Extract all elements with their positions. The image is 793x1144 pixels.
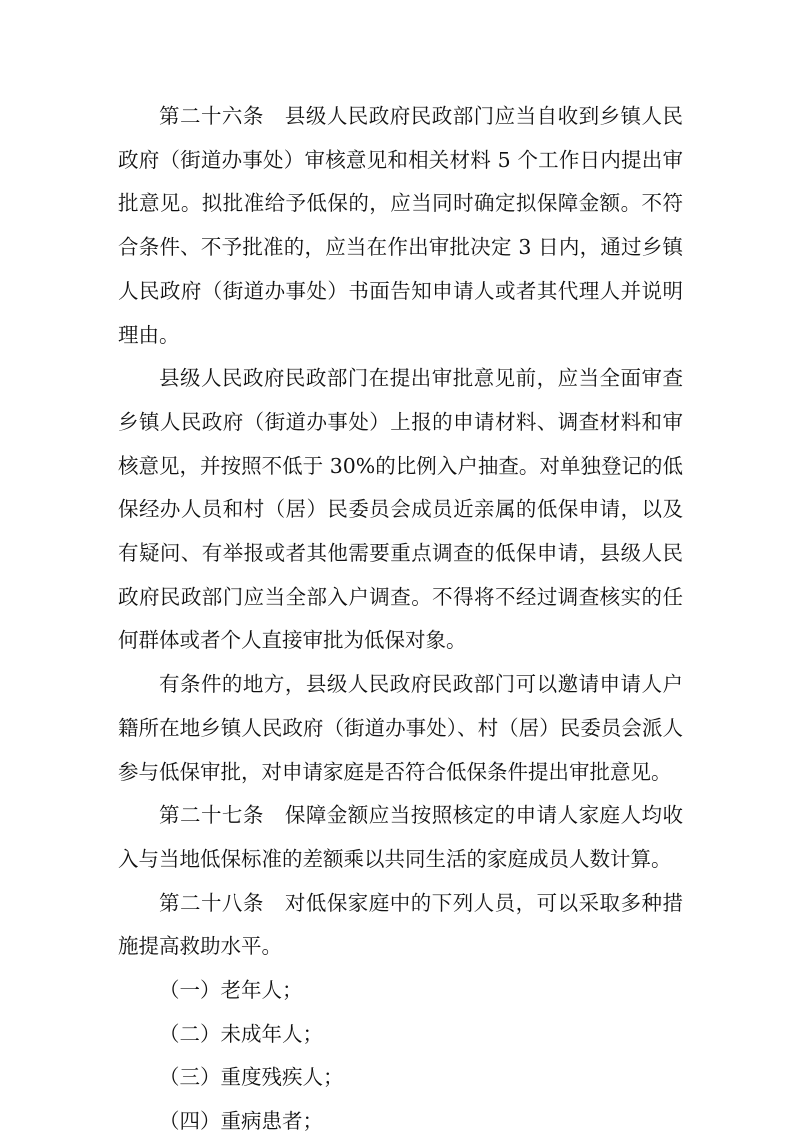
article-26-paragraph: 第二十六条 县级人民政府民政部门应当自收到乡镇人民政府（街道办事处）审核意见和相关材料 5 个工作日内提出审批意见。拟批准给予低保的，应当同时确定拟保障金额。不符合条件、不予批准的，应当在作出审批决定 3 日内，通过乡镇人民政府（街道办事处）书面告知申请人或者其代理人并说明理由。 xyxy=(118,104,683,347)
list-item-seriously-ill: （四）重病患者； xyxy=(159,1109,323,1134)
document-page xyxy=(118,95,683,1144)
article-27-paragraph: 第二十七条 保障金额应当按照核定的申请人家庭人均收入与当地低保标准的差额乘以共同生活的家庭成员人数计算。 xyxy=(118,803,683,871)
list-item-severely-disabled: （三）重度残疾人； xyxy=(159,1065,344,1090)
article-26-review-paragraph: 县级人民政府民政部门在提出审批意见前，应当全面审查乡镇人民政府（街道办事处）上报的申请材料、调查材料和审核意见，并按照不低于 30%的比例入户抽查。对单独登记的低保经办人员和村（居）民委员会成员近亲属的低保申请，以及有疑问、有举报或者其他需要重点调查的低保申请，县级人民政府民政部门应当全部入户调查。不得将不经过调查核实的任何群体或者个人直接审批为低保对象。 xyxy=(118,366,683,653)
article-28-paragraph: 第二十八条 对低保家庭中的下列人员，可以采取多种措施提高救助水平。 xyxy=(118,890,683,959)
article-26-participation-paragraph: 有条件的地方，县级人民政府民政部门可以邀请申请人户籍所在地乡镇人民政府（街道办事处）、村（居）民委员会派人参与低保审批，对申请家庭是否符合低保条件提出审批意见。 xyxy=(118,672,683,784)
list-item-elderly: （一）老年人； xyxy=(159,978,303,1003)
list-item-minors: （二）未成年人； xyxy=(159,1021,323,1046)
